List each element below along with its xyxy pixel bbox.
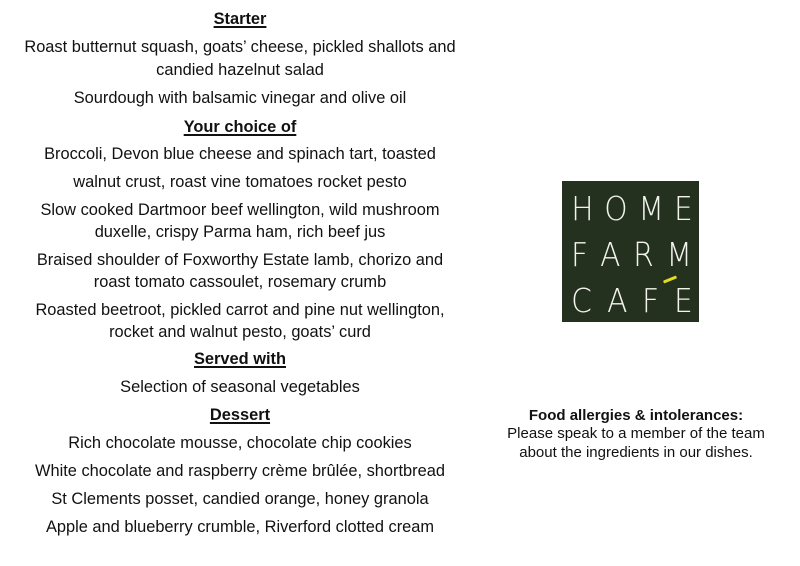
logo-letter: E <box>674 189 693 228</box>
logo-row-home <box>570 191 694 227</box>
allergy-notice <box>490 407 782 462</box>
logo-letter: F <box>570 235 589 274</box>
menu-item-line: Selection of seasonal vegetables <box>120 378 360 396</box>
menu-item-line: Rich chocolate mousse, chocolate chip cookies <box>68 434 412 452</box>
logo-letter: H <box>571 189 594 228</box>
logo-row-farm <box>570 237 694 273</box>
logo-letter: M <box>666 235 693 274</box>
section-heading-your-choice-of: Your choice of <box>183 118 297 136</box>
section-heading-starter: Starter <box>213 10 267 28</box>
allergy-title: Food allergies & intolerances: <box>528 407 744 424</box>
menu-item-line: Roast butternut squash, goats’ cheese, pickled shallots and <box>24 38 456 56</box>
menu-item-line: Sourdough with balsamic vinegar and olive oil <box>73 89 407 107</box>
section-heading-served-with: Served with <box>194 350 286 368</box>
menu-item-line: duxelle, crispy Parma ham, rich beef jus <box>94 223 386 241</box>
home-farm-cafe-logo <box>562 181 699 322</box>
menu-item-line: Braised shoulder of Foxworthy Estate lamb, chorizo and <box>36 251 444 269</box>
section-heading-dessert: Dessert <box>209 406 271 424</box>
logo-letter: R <box>633 235 655 274</box>
logo-letter: F <box>642 281 660 320</box>
logo-letter: M <box>638 189 664 228</box>
logo-letter: A <box>600 235 621 274</box>
menu-item-line: White chocolate and raspberry crème brûlée, shortbread <box>35 462 445 480</box>
logo-letter: O <box>604 189 628 228</box>
menu-item-line: Roasted beetroot, pickled carrot and pine nut wellington, <box>35 301 445 319</box>
logo-row-cafe <box>570 283 694 319</box>
logo-letter: C <box>571 281 592 320</box>
menu-item-line: rocket and walnut pesto, goats’ curd <box>109 323 371 341</box>
menu-item-line: roast tomato cassoulet, rosemary crumb <box>93 273 387 291</box>
menu-item-line: Slow cooked Dartmoor beef wellington, wild mushroom <box>40 201 440 219</box>
allergy-body: Please speak to a member of the team about the ingredients in our dishes. <box>507 425 765 461</box>
menu-item-line: candied hazelnut salad <box>156 61 324 79</box>
menu-item-line: Broccoli, Devon blue cheese and spinach tart, toasted <box>44 145 436 163</box>
menu-item-line: St Clements posset, candied orange, honey granola <box>51 490 429 508</box>
logo-letter: A <box>607 281 628 320</box>
menu-item-line: walnut crust, roast vine tomatoes rocket pesto <box>73 173 407 191</box>
menu-item-line: Apple and blueberry crumble, Riverford clotted cream <box>45 518 435 536</box>
logo-letter: E <box>674 281 693 320</box>
